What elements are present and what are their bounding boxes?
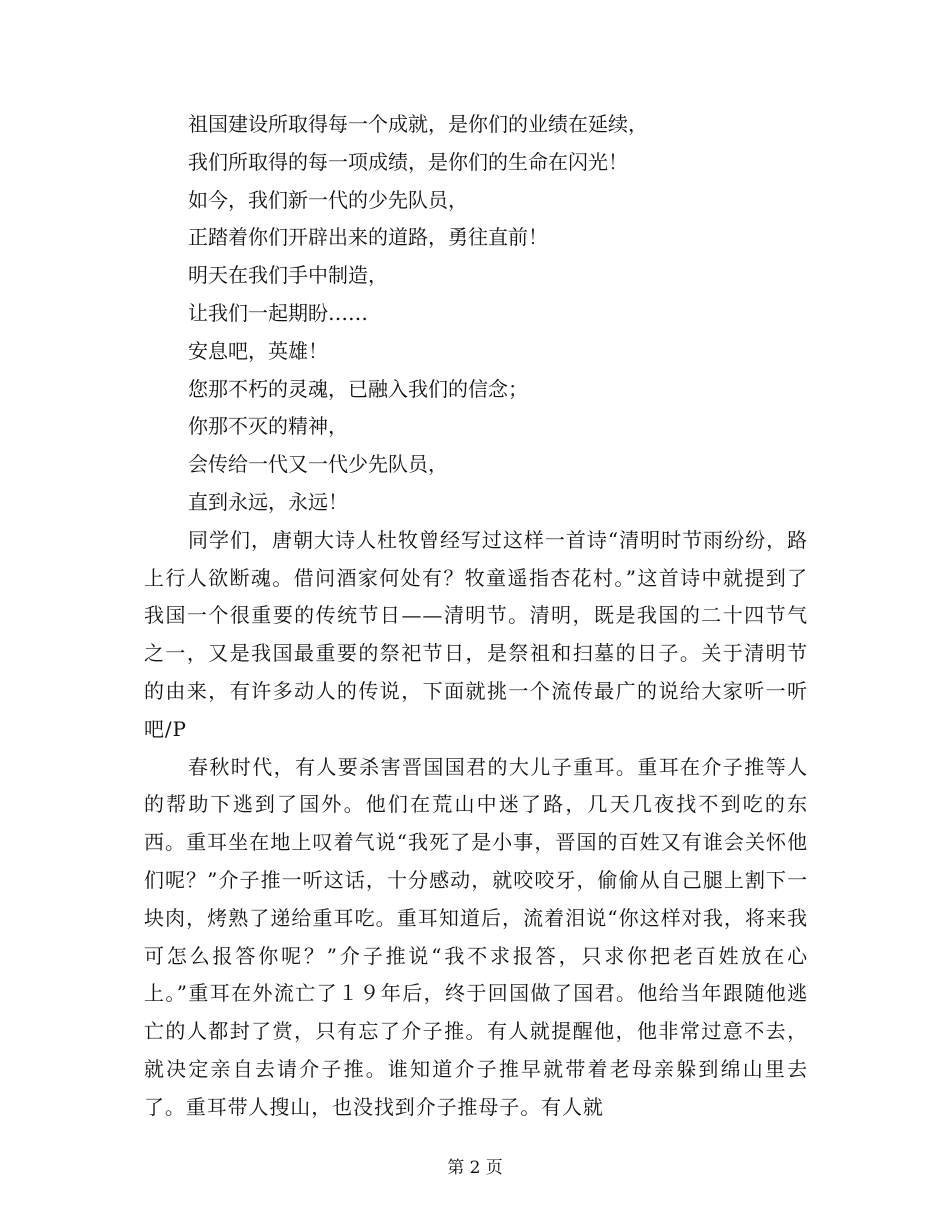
paragraph-jiezitui-story: 春秋时代，有人要杀害晋国国君的大儿子重耳。重耳在介子推等人的帮助下逃到了国外。他们在荒山中迷了路，几天几夜找不到吃的东西。重耳坐在地上叹着气说“我死了是小事，晋国的百姓又有谁会关怀他们呢？”介子推一听这话，十分感动，就咬咬牙，偷偷从自己腿上割下一块肉，烤熟了递给重耳吃。重耳知道后，流着泪说“你这样对我，将来我可怎么报答你呢？”介子推说“我不求报答，只求你把老百姓放在心上。”重耳在外流亡了１９年后，终于回国做了国君。他给当年跟随他逃亡的人都封了赏，只有忘了介子推。有人就提醒他，他非常过意不去，就决定亲自去请介子推。谁知道介子推早就带着老母亲躲到绵山里去了。重耳带人搜山，也没找到介子推母子。有人就 — [144, 754, 808, 1119]
poem-line: 如今，我们新一代的少先队员， — [188, 187, 468, 212]
page-number: 第 2 页 — [447, 1158, 503, 1178]
poem-line: 安息吧，英雄！ — [188, 338, 328, 363]
poem-line: 让我们一起期盼…… — [188, 300, 368, 325]
poem-block — [144, 106, 808, 522]
poem-line: 直到永远，永远！ — [188, 489, 348, 514]
document-body — [144, 106, 808, 1127]
poem-line: 正踏着你们开辟出来的道路，勇往直前！ — [188, 225, 548, 250]
poem-line: 会传给一代又一代少先队员， — [188, 452, 448, 477]
paragraph-qingming-intro: 同学们，唐朝大诗人杜牧曾经写过这样一首诗“清明时节雨纷纷，路上行人欲断魂。借问酒家何处有？牧童遥指杏花村。”这首诗中就提到了我国一个很重要的传统节日——清明节。清明，既是我国的二十四节气之一，又是我国最重要的祭祀节日，是祭祖和扫墓的日子。关于清明节的由来，有许多动人的传说，下面就挑一个流传最广的说给大家听一听吧/P — [144, 527, 808, 741]
poem-line: 您那不朽的灵魂，已融入我们的信念； — [188, 376, 528, 401]
poem-line: 祖国建设所取得每一个成就，是你们的业绩在延续， — [188, 112, 648, 136]
poem-line: 明天在我们手中制造， — [188, 263, 388, 288]
poem-line: 我们所取得的每一项成绩，是你们的生命在闪光！ — [188, 149, 628, 174]
poem-line: 你那不灭的精神， — [188, 414, 348, 439]
